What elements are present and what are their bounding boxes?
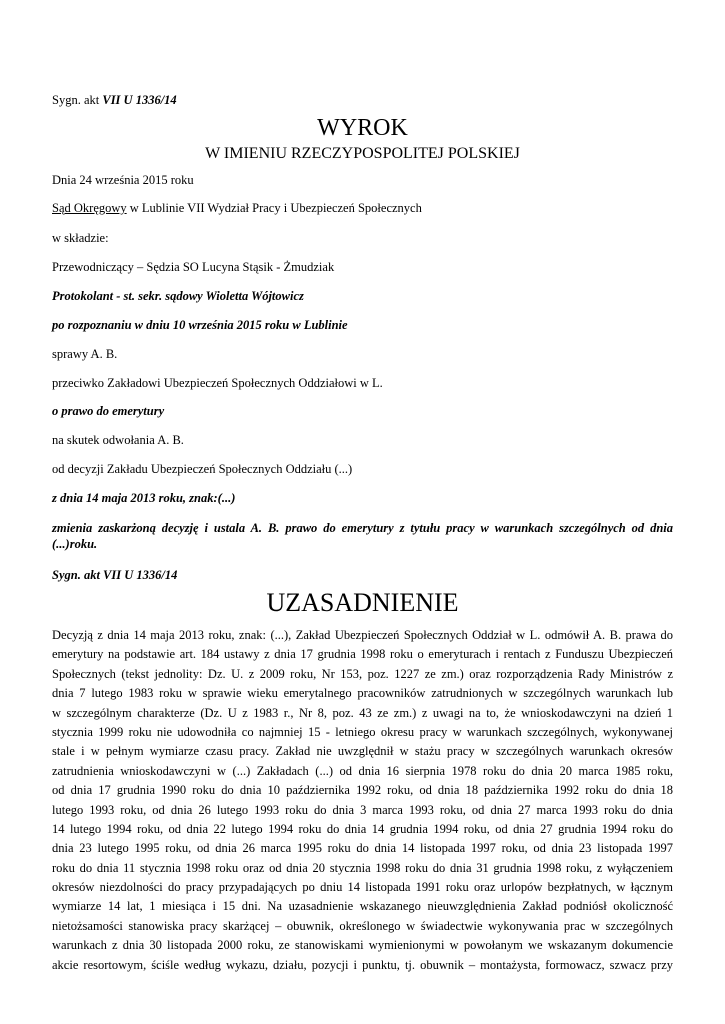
case-signature (52, 92, 177, 108)
justification-line: lutego 1993 roku, od dnia 26 lutego 1993 roku do dnia 3 marca 1993 roku, od dnia 27 marca 1993 roku do dnia (52, 802, 673, 817)
justification-title: UZASADNIENIE (266, 588, 459, 617)
justification-line: dnia 7 lutego 1983 roku w sprawie wieku emerytalnego pracowników zatrudnionych w szczególnych warunkach lub (52, 686, 673, 701)
case-party: sprawy A. B. (52, 347, 118, 361)
justification-line: wymiarze 14 lat, 1 miesiąca i 15 dni. Na uzasadnienie wskazanego nieuwzględnienia Zakład podniósł okoliczność (52, 899, 673, 914)
justification-line: 14 lutego 1994 roku, od dnia 22 lutego 1994 roku do dnia 14 grudnia 1994 roku, od dnia 27 grudnia 1994 roku do (52, 821, 673, 836)
justification-line: Społecznych (tekst jednolity: Dz. U. z 2009 roku, Nr 153, poz. 1227 ze zm.) oraz rozporządzenia Rady Ministrów z (52, 666, 673, 681)
verdict-subtitle: W IMIENIU RZECZYPOSPOLITEJ POLSKIEJ (205, 145, 520, 162)
justification-line: stycznia 1999 roku nie udowodniła co najmniej 15 - letniego okresu pracy w warunkach szczególnych, wykonywanej (52, 724, 673, 739)
justification-line: okresów niezdolności do pracy przypadających po dniu 14 listopada 1991 roku oraz urlopów bezpłatnych, w łącznym (52, 880, 673, 895)
ruling-text: zmienia zaskarżoną decyzję i ustala A. B. prawo do emerytury z tytułu pracy w warunkach szczególnych od dnia (...)roku. (52, 521, 673, 551)
court-line (52, 200, 422, 216)
court-clerk: Protokolant - st. sekr. sądowy Wioletta Wójtowicz (52, 289, 304, 303)
justification-line: od dnia 17 grudnia 1990 roku do dnia 10 października 1992 roku, od dnia 18 października 1992 roku do dnia 18 (52, 783, 673, 798)
opposing-party: przeciwko Zakładowi Ubezpieczeń Społecznych Oddziałowi w L. (52, 376, 383, 390)
justification-line: w szczególnym charakterze (Dz. U z 1983 r., Nr 8, poz. 43 ze zm.) z uwagi na to, że wnioskodawczyni na dzień 1 (52, 705, 673, 720)
justification-line: roku do dnia 11 stycznia 1998 roku oraz od dnia 20 stycznia 1998 roku do dnia 31 grudnia 1998 roku, z wyłączeniem (52, 860, 673, 875)
appeal-line: na skutek odwołania A. B. (52, 433, 184, 447)
decision-origin: od decyzji Zakładu Ubezpieczeń Społecznych Oddziału (...) (52, 462, 353, 476)
case-subject: o prawo do emerytury (52, 404, 165, 418)
justification-body (52, 626, 673, 975)
verdict-date: Dnia 24 września 2015 roku (52, 173, 194, 187)
decision-date: z dnia 14 maja 2013 roku, znak:(...) (52, 491, 236, 505)
justification-signature: Sygn. akt VII U 1336/14 (52, 568, 178, 582)
justification-line: emerytury na podstawie art. 184 ustawy z dnia 17 grudnia 1998 roku o emeryturach i rentach z Funduszu Ubezpieczeń (52, 647, 673, 662)
hearing-date: po rozpoznaniu w dniu 10 września 2015 roku w Lublinie (52, 318, 348, 332)
justification-line: zatrudnienia wnioskodawczyni w (...) Zakładach (...) od dnia 16 sierpnia 1978 roku do dnia 20 marca 1985 roku, (52, 763, 673, 778)
composition-label: w składzie: (52, 231, 109, 245)
justification-line: Decyzją z dnia 14 maja 2013 roku, znak: (...), Zakład Ubezpieczeń Społecznych Oddział w L. odmówił A. B. prawa do (52, 628, 673, 642)
justification-line: nietożsamości stanowiska pracy skarżącej – obuwnik, określonego w świadectwie wykonywania prac w szczególnych (52, 918, 673, 933)
justification-line: stale i w pełnym wymiarze czasu pracy. Zakład nie uwzględnił w stażu pracy w szczególnych warunkach okresów (52, 744, 673, 759)
justification-line: akcie resortowym, ściśle według wykazu, działu, pozycji i punktu, tj. obuwnik – montażysta, formowacz, szwacz przy (52, 957, 673, 972)
presiding-judge: Przewodniczący – Sędzia SO Lucyna Stąsik - Żmudziak (52, 260, 335, 274)
justification-line: dnia 23 lutego 1995 roku, od dnia 26 marca 1995 roku do dnia 14 listopada 1997 roku, od dnia 23 listopada 1997 (52, 841, 673, 856)
case-signature-number: VII U 1336/14 (102, 93, 177, 107)
court-rest: w Lublinie VII Wydział Pracy i Ubezpieczeń Społecznych (126, 201, 422, 215)
justification-line: warunkach z dnia 30 listopada 2000 roku, ze stanowiskami wymienionymi w powołanym we wskazanym dokumencie (52, 938, 673, 953)
case-signature-prefix: Sygn. akt (52, 93, 103, 107)
court-name: Sąd Okręgowy (52, 201, 127, 215)
verdict-title: WYROK (317, 115, 408, 141)
